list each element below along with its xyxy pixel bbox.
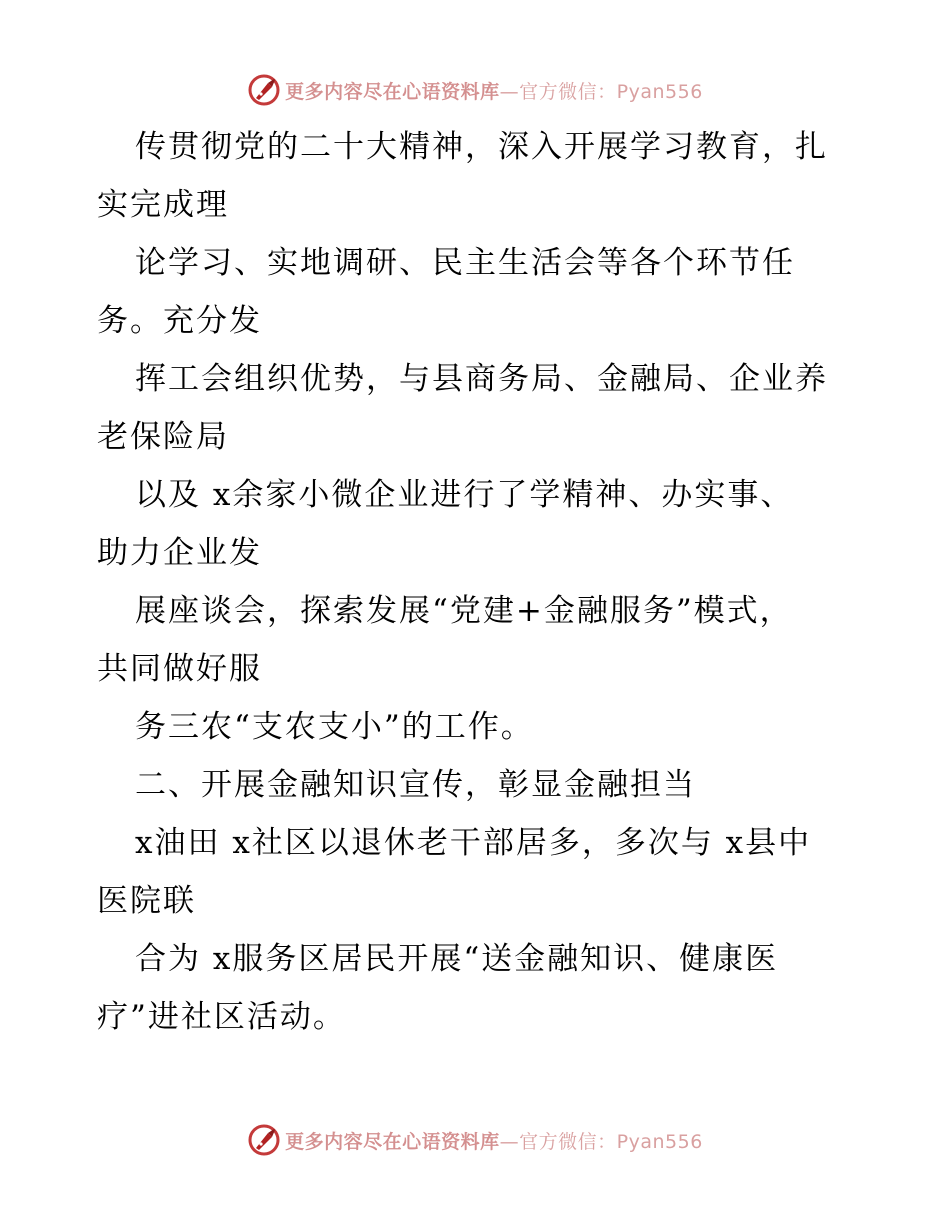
footer-banner-sub-text: —官方微信：Pyan556 <box>499 1130 703 1153</box>
body-text-line: 传贯彻党的二十大精神，深入开展学习教育，扎 <box>135 129 828 165</box>
body-text-line: 务三农“支农支小”的工作。 <box>135 709 534 745</box>
footer-banner-main-text: 更多内容尽在心语资料库 <box>285 1130 500 1153</box>
body-text-line: x油田 x社区以退休老干部居多，多次与 x县中 <box>135 825 812 861</box>
body-text-line: 二、开展金融知识宣传，彰显金融担当 <box>135 767 696 803</box>
body-text-line: 共同做好服 <box>97 651 262 687</box>
header-banner-sub-text: —官方微信：Pyan556 <box>499 80 703 103</box>
body-text-line: 务。充分发 <box>97 303 262 339</box>
body-text-line: 挥工会组织优势，与县商务局、金融局、企业养 <box>135 361 828 397</box>
body-text-line: 以及 x余家小微企业进行了学精神、办实事、 <box>135 477 794 513</box>
body-text-line: 合为 x服务区居民开展“送金融知识、健康医 <box>135 941 779 977</box>
document-body <box>97 118 857 1046</box>
pen-nib-circle-logo-icon <box>247 73 281 107</box>
body-text-line: 助力企业发 <box>97 535 262 571</box>
header-banner <box>0 70 950 110</box>
body-text-line: 老保险局 <box>97 419 229 455</box>
body-text-line: 医院联 <box>97 883 196 919</box>
body-text-line: 展座谈会，探索发展“党建+金融服务”模式， <box>135 593 793 629</box>
header-banner-main-text: 更多内容尽在心语资料库 <box>285 80 500 103</box>
body-text-line: 论学习、实地调研、民主生活会等各个环节任 <box>135 245 795 281</box>
header-banner-text <box>285 77 703 104</box>
footer-banner-text <box>285 1127 703 1154</box>
pen-nib-circle-logo-icon <box>247 1123 281 1157</box>
body-text-line: 疗”进社区活动。 <box>97 999 346 1035</box>
footer-banner <box>0 1120 950 1160</box>
body-text-line: 实完成理 <box>97 187 229 223</box>
